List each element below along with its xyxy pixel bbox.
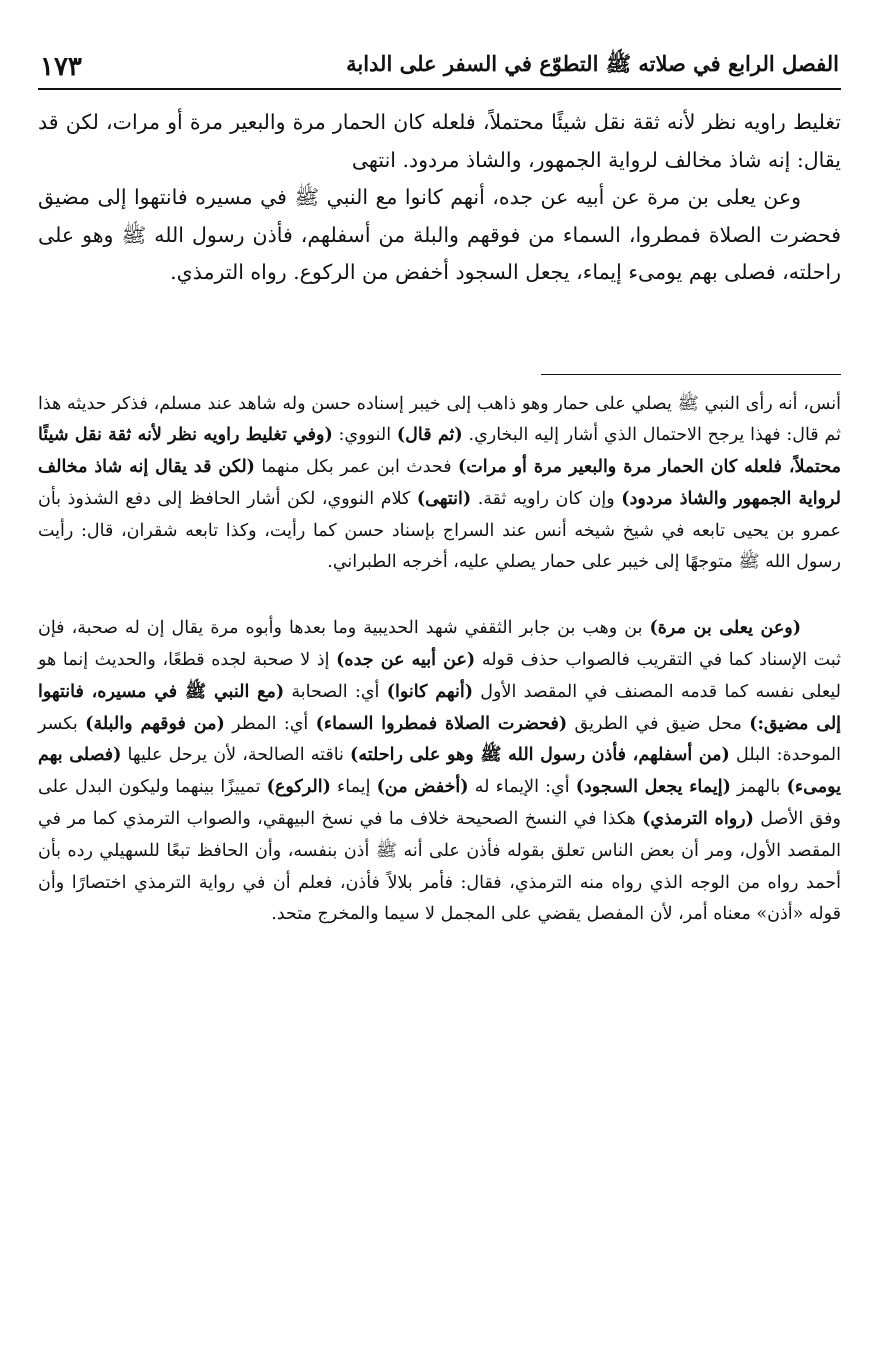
quoted-text-run: (فحضرت الصلاة فمطروا السماء)	[315, 713, 568, 734]
matn-paragraph	[38, 104, 841, 179]
text-run: تمييزًا بينهما وليكون البدل على وفق الأصل	[38, 777, 841, 830]
quoted-text-run: (وفي تغليط راويه نظر لأنه ثقة نقل شيئًا محتملاً، فلعله كان الحمار مرة والبعير مرة أو مرات)	[38, 425, 841, 478]
matn-paragraph	[38, 179, 841, 292]
text-run: أنس، أنه رأى النبي ﷺ يصلي على حمار وهو ذاهب إلى خيبر إسناده حسن وله شاهد عند مسلم، فذكر حديثه هذا ثم قال: فهذا يرجح الاحتمال الذي أشار إليه البخاري.	[38, 393, 841, 446]
footnote-separator	[541, 374, 841, 375]
book-page	[38, 34, 841, 1340]
text-run: بن وهب بن جابر الثقفي شهد الحديبية وما بعدها وأبوه مرة يقال إن له صحبة، فإن ثبت الإسناد كما في التقريب فالصواب حذف قوله	[38, 618, 841, 671]
main-text	[38, 104, 841, 292]
commentary-paragraph	[38, 613, 841, 931]
text-run: النووي:	[332, 425, 397, 446]
text-run: محل ضيق في الطريق	[567, 713, 750, 734]
page-header	[38, 34, 841, 90]
text-run: فحدث ابن عمر بكل منهما	[254, 457, 458, 478]
quoted-text-run: (إيماء يجعل السجود)	[575, 777, 731, 798]
quoted-text-run: (الركوع)	[266, 777, 331, 798]
text-run: أي: الإيماء له	[468, 777, 576, 798]
text-run: إيماء	[330, 777, 377, 798]
quoted-text-run: (انتهى)	[416, 488, 472, 509]
text-run: وعن يعلى بن مرة عن أبيه عن جده، أنهم كانوا مع النبي ﷺ في مسيره فانتهوا إلى مضيق فحضرت الصلاة فمطروا، السماء من فوقهم والبلة من أسفلهم، فأذن رسول الله ﷺ وهو على راحلته، فصلى بهم يومىء إيماء، يجعل السجود أخفض من الركوع. رواه الترمذي.	[38, 185, 841, 284]
text-run: كلام النووي، لكن أشار الحافظ إلى دفع الشذوذ بأن عمرو بن يحيى تابعه في شيخ شيخه أنس عند السراج بإسناد حسن كما رأيت، وكذا تابعه شقران، قال: رأيت رسول الله ﷺ متوجهًا إلى خيبر على حمار يصلي عليه، أخرجه الطبراني.	[38, 488, 841, 573]
quoted-text-run: (فصلى بهم يومىء)	[38, 745, 841, 798]
text-run: بكسر الموحدة: البلل	[38, 713, 841, 766]
text-run: أي: المطر	[224, 713, 316, 734]
quoted-text-run: (من فوقهم والبلة)	[85, 713, 225, 734]
text-run: بالهمز	[730, 777, 787, 798]
quoted-text-run: (من أسفلهم، فأذن رسول الله ﷺ وهو على راحلته)	[350, 745, 730, 766]
page-number: ١٧٣	[40, 52, 82, 82]
running-title: الفصل الرابع في صلاته ﷺ التطوّع في السفر على الدابة	[346, 51, 839, 76]
quoted-text-run: (لكن قد يقال إنه شاذ مخالف لرواية الجمهور والشاذ مردود)	[38, 457, 842, 509]
commentary-paragraph	[38, 389, 841, 580]
text-run: هكذا في النسخ الصحيحة خلاف ما في نسخ البيهقي، والصواب الترمذي كما مر في المقصد الأول، ومر أن بعض الناس تعلق بقوله فأذن على أنه ﷺ أذن بنفسه، وأن الحافظ تبعًا للسهيلي رده بأن أحمد رواه من الوجه الذي رواه منه الترمذي، فقال: فأمر بلالاً فأذن، فعلم أن في رواية الترمذي اختصارًا وأن قوله «أذن» معناه أمر، لأن المفصل يقضي على المجمل لا سيما والمخرج متحد.	[38, 809, 841, 925]
quoted-text-run: (عن أبيه عن جده)	[336, 650, 476, 671]
quoted-text-run: (مع النبي ﷺ في مسيره، فانتهوا إلى مضيق:)	[38, 681, 842, 734]
text-run: أي: الصحابة	[284, 681, 387, 702]
text-run: إذ لا صحبة لجده قطعًا، والحديث إنما هو ليعلى نفسه كما قدمه المصنف في المقصد الأول	[38, 650, 841, 702]
quoted-text-run: (أنهم كانوا)	[386, 681, 473, 702]
quoted-text-run: (وعن يعلى بن مرة)	[649, 618, 801, 639]
text-run: ناقته الصالحة، لأن يرحل عليها	[121, 745, 351, 766]
text-run: تغليط راويه نظر لأنه ثقة نقل شيئًا محتملاً، فلعله كان الحمار مرة والبعير مرة أو مرات، لكن قد يقال: إنه شاذ مخالف لرواية الجمهور، والشاذ مردود. انتهى	[38, 110, 841, 172]
commentary-text	[38, 389, 841, 932]
quoted-text-run: (رواه الترمذي)	[642, 809, 754, 830]
text-run: وإن كان راويه ثقة.	[471, 488, 622, 509]
quoted-text-run: (أخفض من)	[376, 777, 469, 798]
quoted-text-run: (ثم قال)	[396, 425, 463, 446]
